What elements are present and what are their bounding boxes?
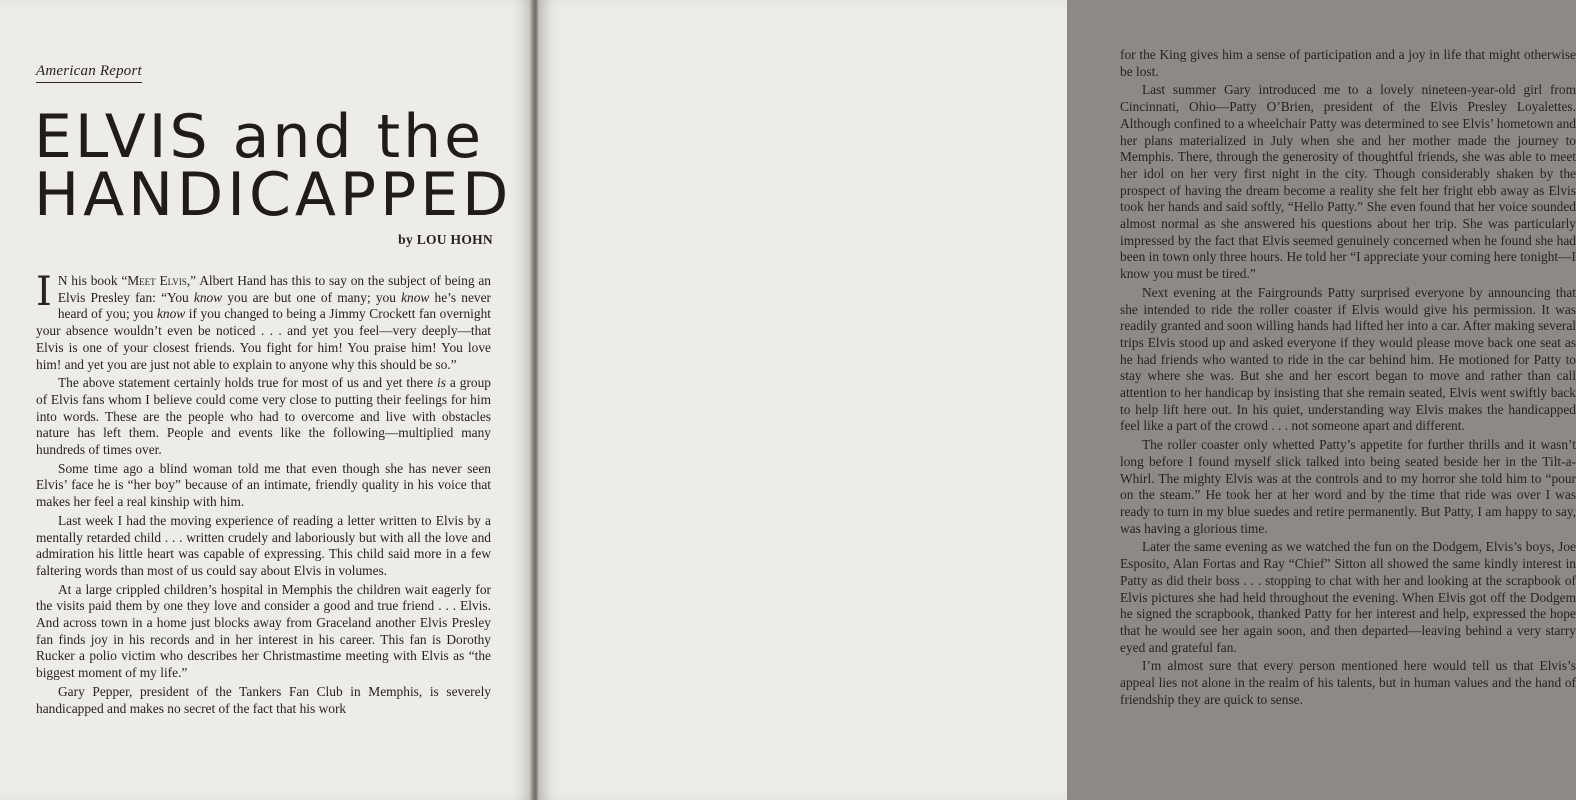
book-title: Meet Elvis	[127, 273, 187, 288]
article-title-line-2: HANDICAPPED	[34, 160, 513, 230]
article-title-line-1: ELVIS and the	[34, 102, 485, 172]
paragraph: The roller coaster only whetted Patty’s appetite for further thrills and it wasn’t long before I found myself slick talked into being seated beside her in the Tilt-a-Whirl. The mighty Elvis was at the controls and to my horror she told him to “pour on the steam.” He took her at her word and by the time that ride was over I was ready to turn in my blue suedes and retire permanently. But Patty, I am happy to say, was having a glorious time.	[1120, 437, 1576, 536]
paragraph: Some time ago a blind woman told me that even though she has never seen Elvis’ face he is “her boy” because of an intimate, friendly quality in his voice that makes her feel a real kinship with him.	[36, 460, 491, 510]
paragraph-intro	[36, 269, 491, 373]
paragraph: for the King gives him a sense of participation and a joy in life that might otherwise be lost.	[1120, 47, 1576, 79]
paragraph: Next evening at the Fairgrounds Patty surprised everyone by announcing that she intended to ride the roller coaster if Elvis would give his permission. It was readily granted and soon willing hands had lifted her into a car. After making several trips Elvis stood up and asked everyone if they would please move back one seat as he had friends who wanted to ride in the car behind him. He motioned for Patty to stay where she was. But she and her escort began to move and rather than call attention to her handicap by insisting that she remain seated, Elvis went swiftly back to help lift here out. In his quiet, understanding way Elvis makes the handicapped feel like a part of the crowd . . . not someone apart and different.	[1120, 284, 1576, 434]
drop-cap: I	[36, 269, 52, 315]
text-run: you are but one of many; you	[222, 289, 402, 305]
emphasis: know	[401, 289, 430, 305]
right-page	[538, 0, 1576, 800]
left-page	[0, 0, 533, 800]
emphasis: know	[193, 289, 223, 305]
section-label: American Report	[36, 63, 142, 83]
paragraph: Last summer Gary introduced me to a lovely nineteen-year-old girl from Cincinnati, Ohio—Patty O’Brien, president of the Elvis Presley Loyalettes. Although confined to a wheelchair Patty was determined to see Elvis’ hometown and her plans materialized in July when she and her mother made the journey to Memphis. There, through the generosity of thoughtful friends, she was able to meet her idol on her very first night in the city. Though considerably shaken by the prospect of having the dream become a reality she felt her fright ebb away as Elvis took her hands and said softly, “Hello Patty.” She even found that her voice sounded almost normal as she answered his questions about her trip. She was particularly impressed by the fact that Elvis seemed genuinely concerned when he found she had been in town only three hours. He told her “I appreciate your coming here tonight—I know you must be tired.”	[1120, 82, 1576, 282]
text-run: ,” Albert Hand has this to say on the subject of being an Elvis Presley fan: “You	[57, 273, 491, 305]
paragraph: At a large crippled children’s hospital in Memphis the children wait eagerly for the visits paid them by one they love and consider a good and true friend . . . Elvis. And across town in a home just blocks away from Graceland another Elvis Presley fan finds joy in his records and in her interest in his career. This fan is Dorothy Rucker a polio victim who describes her Christmastime meeting with Elvis as “the biggest moment of my life.”	[36, 581, 491, 681]
paragraph: I’m almost sure that every person mentioned here would tell us that Elvis’s appeal lies not alone in the realm of his talents, but in human values and the hand of friendship they are quick to sense.	[1120, 658, 1576, 707]
text-run: he’s never heard of you; you	[57, 289, 491, 322]
emphasis: know	[156, 306, 186, 322]
emphasis: is	[437, 375, 446, 391]
paragraph: Last week I had the moving experience of reading a letter written to Elvis by a mentally retarded child . . . written crudely and laboriously but with all the love and admiration his little heart was capable of expressing. This child said more in a few faltering words than most of us could say about Elvis in volumes.	[36, 512, 491, 578]
text-run: a group of Elvis fans whom I believe could come very close to putting their feelings for him into words. These are the people who had to overcome and live with obstacles nature has left them. People and events like the following—multiplied many hundreds of times over.	[36, 375, 491, 458]
paragraph: Later the same evening as we watched the fun on the Dodgem, Elvis’s boys, Joe Esposito, Alan Fortas and Ray “Chief” Sitton all showed the same kindly interest in Patty as did their boss . . . stopping to chat with her and looking at the scrapbook of Elvis pictures she had held throughout the evening. When Elvis got off the Dodgem he signed the scrapbook, thanked Patty for her interest and help, expressed the hope that he would see her again soon, and then departed—leaving behind a very starry eyed and grateful fan.	[1120, 539, 1576, 655]
byline: by LOU HOHN	[398, 232, 493, 247]
text-run: The above statement certainly holds true for most of us and yet there	[58, 375, 438, 391]
right-column	[1120, 47, 1576, 710]
paragraph	[36, 375, 491, 459]
text-run: N his book “	[57, 273, 128, 288]
left-column	[36, 269, 491, 719]
text-run: if you changed to being a Jimmy Crockett fan overnight your absence wouldn’t even be noticed . . . and yet you feel—very deeply—that Elvis is one of your closest friends. You fight for him! You praise him! You love him! and yet you are just not able to explain to anyone why this should be so.”	[36, 306, 491, 372]
paragraph: Gary Pepper, president of the Tankers Fan Club in Memphis, is severely handicapped and makes no secret of the fact that his work	[36, 683, 491, 716]
